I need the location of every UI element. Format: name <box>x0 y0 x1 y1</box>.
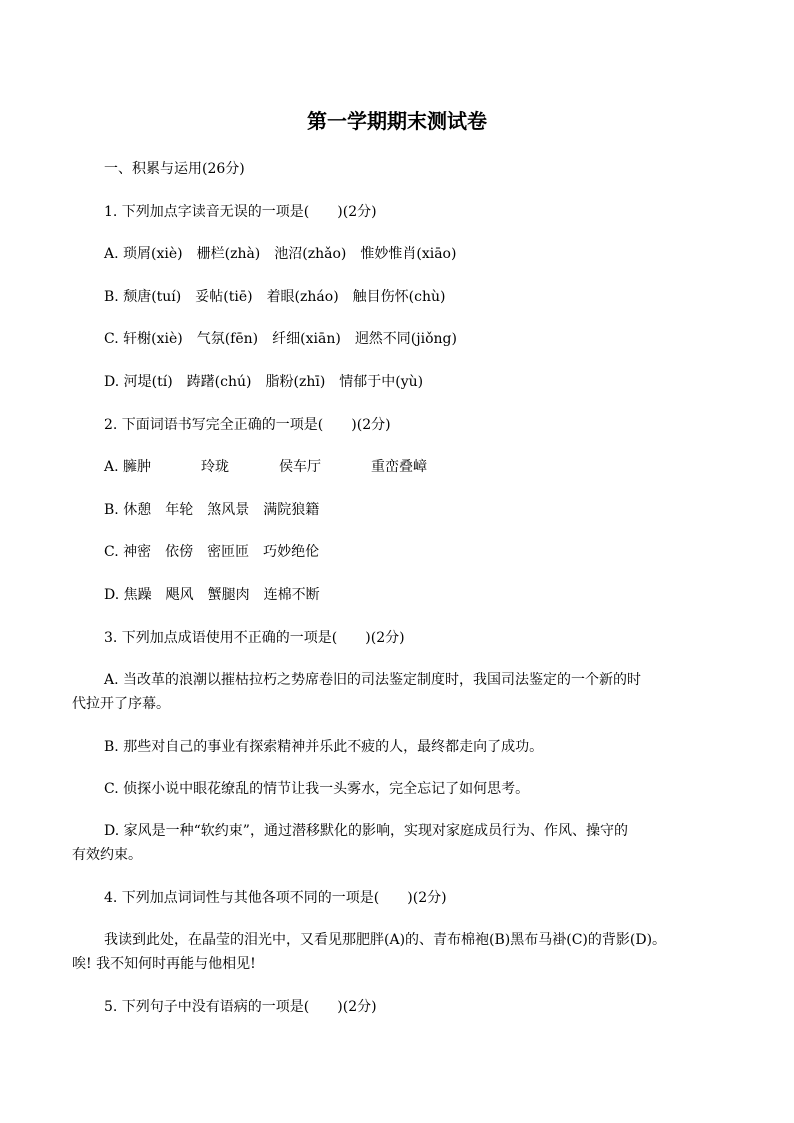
option-item: 年轮 <box>165 502 194 518</box>
option-item: 密匝匝 <box>207 544 250 560</box>
question-3-option-b: B. 那些对自己的事业有探索精神并乐此不疲的人，最终都走向了成功。 <box>104 739 544 755</box>
option-item: 依傍 <box>165 544 194 560</box>
option-item: 琐屑(xiè) <box>123 246 183 262</box>
option-item: 情郁于中(yù) <box>339 374 424 390</box>
option-label: A. <box>104 459 124 475</box>
option-label: D. <box>104 587 124 603</box>
option-item: 满院狼籍 <box>263 502 320 518</box>
option-item: 气氛(fēn) <box>196 331 259 347</box>
option-item: 河堤(tí) <box>123 374 173 390</box>
option-item: 惟妙惟肖(xiāo) <box>360 246 457 262</box>
option-label: C. <box>104 544 124 560</box>
option-label: A. <box>104 246 124 262</box>
option-item: 巧妙绝伦 <box>263 544 320 560</box>
option-item: 重峦叠嶂 <box>371 459 428 475</box>
question-2-option-a <box>104 458 441 476</box>
option-item: 焦躁 <box>123 587 152 603</box>
question-1-option-c <box>104 330 471 348</box>
option-item: 飓风 <box>165 587 194 603</box>
option-line: 有效约束。 <box>72 847 142 863</box>
section-heading: 一、积累与运用(26分) <box>104 161 245 177</box>
option-item: 臃肿 <box>123 459 152 475</box>
question-4-passage <box>72 928 722 976</box>
option-item: 煞风景 <box>207 502 250 518</box>
option-item: 神密 <box>123 544 152 560</box>
option-item: 栅栏(zhà) <box>196 246 261 262</box>
question-3-option-c: C. 侦探小说中眼花缭乱的情节让我一头雾水，完全忘记了如何思考。 <box>104 781 530 797</box>
option-item: 颓唐(tuí) <box>123 289 182 305</box>
option-item: 着眼(zháo) <box>266 289 339 305</box>
question-1-stem: 1. 下列加点字读音无误的一项是( )(2分) <box>104 204 377 220</box>
question-2-option-c <box>104 543 333 561</box>
option-item: 触目伤怀(chù) <box>352 289 446 305</box>
question-4-stem: 4. 下列加点词词性与其他各项不同的一项是( )(2分) <box>104 890 447 906</box>
question-3-option-d <box>72 819 722 867</box>
passage-line: 我读到此处，在晶莹的泪光中，又看见那肥胖(A)的、青布棉袍(B)黑布马褂(C)的背影(D)。 <box>104 932 667 948</box>
option-item: 踌躇(chú) <box>186 374 252 390</box>
option-item: 侯车厅 <box>279 459 322 475</box>
option-label: B. <box>104 502 124 518</box>
question-1-option-b <box>104 288 459 306</box>
option-item: 连棉不断 <box>263 587 320 603</box>
option-label: D. <box>104 374 124 390</box>
option-item: 脂粉(zhī) <box>265 374 326 390</box>
option-item: 玲珑 <box>201 459 230 475</box>
option-item: 轩榭(xiè) <box>123 331 183 347</box>
passage-line: 唉! 我不知何时再能与他相见! <box>72 956 256 972</box>
question-5-stem: 5. 下列句子中没有语病的一项是( )(2分) <box>104 999 377 1015</box>
question-3-option-a <box>72 668 722 716</box>
question-2-stem: 2. 下面词语书写完全正确的一项是( )(2分) <box>104 417 391 433</box>
option-item: 休憩 <box>123 502 152 518</box>
option-item: 纤细(xiān) <box>272 331 341 347</box>
question-1-option-d <box>104 373 437 391</box>
question-2-option-d <box>104 586 334 604</box>
option-item: 蟹腿肉 <box>207 587 250 603</box>
question-2-option-b <box>104 501 333 519</box>
option-line: A. 当改革的浪潮以摧枯拉朽之势席卷旧的司法鉴定制度时，我国司法鉴定的一个新的时 <box>104 672 642 688</box>
option-label: B. <box>104 289 124 305</box>
option-line: D. 家风是一种“软约束”，通过潜移默化的影响，实现对家庭成员行为、作风、操守的 <box>104 823 628 839</box>
page-title: 第一学期期末测试卷 <box>307 109 487 133</box>
option-item: 妥帖(tiē) <box>195 289 253 305</box>
option-item: 迥然不同(jiǒng) <box>354 331 457 347</box>
option-label: C. <box>104 331 124 347</box>
question-3-stem: 3. 下列加点成语使用不正确的一项是( )(2分) <box>104 630 405 646</box>
option-line: 代拉开了序幕。 <box>72 696 170 712</box>
question-1-option-a <box>104 245 470 263</box>
option-item: 池沼(zhǎo) <box>274 246 347 262</box>
